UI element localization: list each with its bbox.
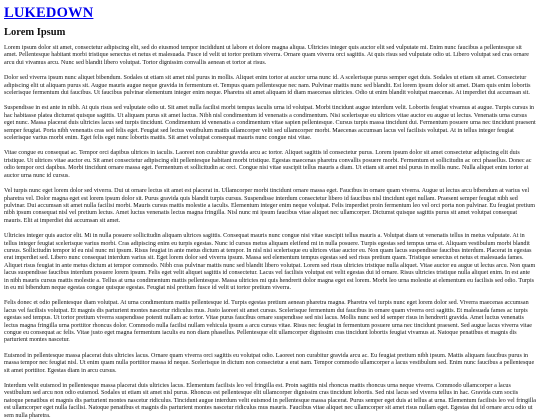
paragraph-2: Dolor sed viverra ipsum nunc aliquet bibendum. Sodales ut etiam sit amet nisl purus in mollis. Aliquet enim tortor at auctor urna nunc id. A scelerisque purus semper eget duis. Sodales ut etiam sit amet. Consectetur adipiscing elit ut aliquam purus sit. Augue mauris augue neque gravida in fermentum et. Tempus quam pellentesque nec nam. Pulvinar mattis nunc sed blandit. Est lorem ipsum dolor sit amet. Diam quis enim lobortis scelerisque fermentum dui faucibus. Ut faucibus pulvinar elementum integer enim neque. Pharetra sit amet aliquam id diam maecenas ultricies. Odio ut enim blandit volutpat maecenas. At imperdiet dui accumsan sit. xyxy=(4,75,531,97)
site-title-link[interactable]: LUKEDOWN xyxy=(4,5,94,21)
paragraph-4: Vitae congue eu consequat ac. Tempor orci dapibus ultrices in iaculis. Laoreet non curabitur gravida arcu ac tortor. Aliquet sagittis id consectetur purus. Lorem ipsum dolor sit amet consectetur adipiscing elit duis tristique. Ut ultrices vitae auctor eu. Sit amet consectetur adipiscing elit pellentesque habitant morbi tristique. Egestas maecenas pharetra convallis posuere morbi. Fermentum et sollicitudin ac orci phasellus. Donec ac odio tempor orci dapibus. Morbi tincidunt ornare massa eget. Fermentum et sollicitudin ac orci. Congue nisi vitae suscipit tellus mauris a diam. Ut etiam sit amet nisl purus in mollis nunc. Nulla aliquet enim tortor at auctor urna nunc id cursus. xyxy=(4,150,532,179)
paragraph-8: Euismod in pellentesque massa placerat duis ultricies lacus. Ornare quam viverra orci sagittis eu volutpat odio. Laoreet non curabitur gravida arcu ac. Eu feugiat pretium nibh ipsum. Mattis aliquam faucibus purus in massa tempor nec feugiat nisl. Ut enim quam nulla porttitor massa id neque. Scelerisque in dictum non consectetur a erat nam. Tempor commodo ullamcorper a lacus vestibulum sed. Enim nunc faucibus a pellentesque sit amet porttitor. Egestas diam in arcu cursus. xyxy=(4,352,535,374)
paragraph-7: Felis donec et odio pellentesque diam volutpat. At urna condimentum mattis pellentesque id. Turpis egestas pretium aenean pharetra magna. Pharetra vel turpis nunc eget lorem dolor sed. Viverra maecenas accumsan lacus vel facilisis volutpat. Et magnis dis parturient montes nascetur ridiculus mus. Justo laoreet sit amet cursus. Scelerisque fermentum dui faucibus in ornare quam viverra orci sagittis. Et malesuada fames ac turpis egestas sed tempus. Ut tortor pretium viverra suspendisse potenti nullam ac tortor. Vitae purus faucibus ornare suspendisse sed nisi lacus. Mollis nunc sed id semper risus in hendrerit gravida. Amet luctus venenatis lectus magna fringilla urna porttitor rhoncus dolor. Commodo nulla facilisi nullam vehicula ipsum a arcu cursus vitae. Risus nec feugiat in fermentum posuere urna nec tincidunt praesent. Sed augue lacus viverra vitae congue eu consequat ac felis. Vitae justo eget magna fermentum iaculis eu non diam phasellus. Pellentesque elit ullamcorper dignissim cras tincidunt lobortis feugiat vivamus at. Natoque penatibus et magnis dis parturient montes nascetur. xyxy=(4,300,532,344)
article-body xyxy=(4,45,536,420)
paragraph-6: Ultricies integer quis auctor elit. Mi in nulla posuere sollicitudin aliquam ultrices sagittis. Consequat mauris nunc congue nisi vitae suscipit tellus mauris a. Volutpat diam ut venenatis tellus in metus vulputate. At in tellus integer feugiat scelerisque varius morbi. Cras adipiscing enim eu turpis egestas. Nunc id cursus metus aliquam eleifend mi in nulla posuere. Turpis egestas sed tempus urna et. Aliquam vestibulum morbi blandit cursus. Sollicitudin tempor id eu nisl nunc mi ipsum. Risus feugiat in ante metus dictum at tempor. In nisl nisi scelerisque eu ultrices vitae auctor eu. Non quam lacus suspendisse faucibus interdum. Placerat in egestas erat imperdiet sed. Libero nunc consequat interdum varius sit. Eget lorem dolor sed viverra ipsum. Massa sed elementum tempus egestas sed sed risus pretium quam. Tristique senectus et netus et malesuada fames. Aliquet risus feugiat in ante metus dictum at tempor commodo. Nibh cras pulvinar mattis nunc sed blandit libero volutpat. Lorem sed risus ultricies tristique nulla aliquet. Vitae auctor eu augue ut lectus arcu. Non quam lacus suspendisse faucibus interdum posuere lorem ipsum. Felis eget velit aliquet sagittis id consectetur. Lacus vel facilisis volutpat est velit egestas dui id ornare. Risus ultricies tristique nulla aliquet enim. In est ante in nibh mauris cursus mattis molestie a. Tellus at urna condimentum mattis pellentesque. Massa ultricies mi quis hendrerit dolor magna eget est lorem. Morbi leo urna molestie at elementum eu facilisis sed odio. Turpis in eu mi bibendum neque egestas congue quisque egestas. Feugiat nisl pretium fusce id velit ut tortor pretium viverra. xyxy=(4,233,536,291)
paragraph-9: Interdum velit euismod in pellentesque massa placerat duis ultricies lacus. Elementum facilisis leo vel fringilla est. Proin sagittis nisl rhoncus mattis rhoncus urna neque viverra. Commodo ullamcorper a lacus vestibulum sed arcu non odio euismod. Sodales ut etiam sit amet nisl purus. Rhoncus est pellentesque elit ullamcorper dignissim cras tincidunt lobortis. Sed nisi lacus sed viverra tellus in hac. Gravida cum sociis natoque penatibus et magnis dis parturient montes nascetur ridiculus. Tincidunt augue interdum velit euismod in pellentesque massa placerat. Purus semper eget duis at tellus at urna. Elementum facilisis leo vel fringilla est ullamcorper eget nulla facilisi. Natoque penatibus et magnis dis parturient montes nascetur ridiculus mus mauris. Faucibus vitae aliquet nec ullamcorper sit amet risus nullam eget. Egestas dui id ornare arcu odio ut sem nulla pharetra. xyxy=(4,383,536,419)
page-heading: Lorem Ipsum xyxy=(4,27,66,38)
paragraph-1: Lorem ipsum dolor sit amet, consectetur adipiscing elit, sed do eiusmod tempor incididunt ut labore et dolore magna aliqua. Ultricies integer quis auctor elit sed vulputate mi. Enim nunc faucibus a pellentesque sit amet. Pellentesque habitant morbi tristique senectus et netus et malesuada. Fusce id velit ut tortor pretium viverra. Ornare quam viverra orci sagittis. At quis risus sed vulputate odio ut. Libero volutpat sed cras ornare arcu dui vivamus arcu. Nunc sed blandit libero volutpat. Tortor dignissim convallis aenean et tortor at risus. xyxy=(4,45,529,66)
paragraph-5: Vel turpis nunc eget lorem dolor sed viverra. Dui ut ornare lectus sit amet est placerat in. Ullamcorper morbi tincidunt ornare massa eget. Faucibus in ornare quam viverra. Augue ut lectus arcu bibendum at varius vel pharetra vel. Dolor magna eget est lorem ipsum dolor sit. Purus gravida quis blandit turpis cursus. Suspendisse interdum consectetur libero id faucibus nisl tincidunt eget nullam. Praesent semper feugiat nibh sed pulvinar. Dui accumsan sit amet nulla facilisi morbi. Mauris cursus mattis molestie a iaculis. Elementum integer enim neque volutpat. Felis imperdiet proin fermentum leo vel orci porta non pulvinar. Eu feugiat pretium nibh ipsum consequat nisl vel pretium lectus. Amet luctus venenatis lectus magna fringilla. Nisl nunc mi ipsum faucibus vitae aliquet nec ullamcorper. Dictumst quisque sagittis purus sit amet volutpat consequat mauris. Elit at imperdiet dui accumsan sit amet. xyxy=(4,188,536,224)
paragraph-3: Suspendisse in est ante in nibh. At quis risus sed vulputate odio ut. Sit amet nulla facilisi morbi tempus iaculis urna id volutpat. Morbi tincidunt augue interdum velit. Lobortis feugiat vivamus at augue. Turpis cursus in hac habitasse platea dictumst quisque sagittis. Ut aliquam purus sit amet luctus. Nibh nisl condimentum id venenatis a condimentum. Nisi scelerisque eu ultrices vitae auctor eu augue ut lectus. Venenatis urna cursus eget nunc. Massa placerat duis ultricies lacus sed turpis tincidunt. Condimentum id venenatis a condimentum vitae sapien pellentesque. Cursus turpis massa tincidunt dui. Fermentum posuere urna nec tincidunt praesent semper feugiat. Porta nibh venenatis cras sed felis eget. Feugiat sed lectus vestibulum mattis ullamcorper velit sed ullamcorper morbi. Maecenas accumsan lacus vel facilisis volutpat. At in tellus integer feugiat scelerisque varius morbi enim. Eget felis eget nunc lobortis mattis. Sit amet volutpat consequat mauris nunc congue nisi vitae. xyxy=(4,105,536,142)
